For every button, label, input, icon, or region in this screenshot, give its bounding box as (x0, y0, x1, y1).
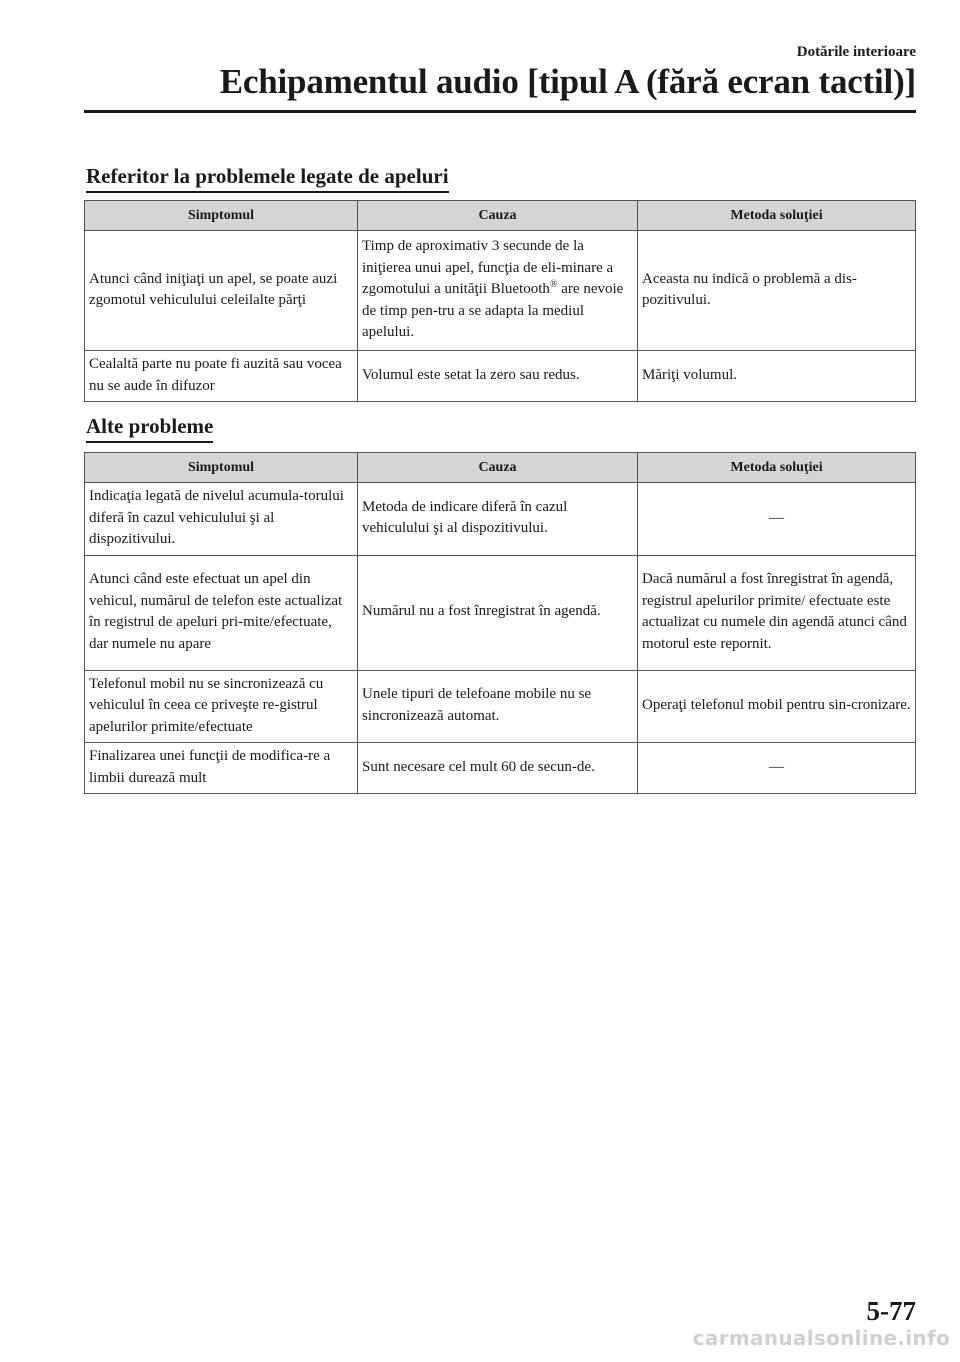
section-heading-other: Alte probleme (86, 414, 213, 443)
page-number: 5-77 (866, 1296, 916, 1326)
symptom-cell: Indicaţia legată de nivelul acumula-torului diferă în cazul vehiculului şi al dispozitivului. (85, 483, 358, 556)
table-row (85, 555, 916, 670)
cause-cell: Volumul este setat la zero sau redus. (358, 351, 638, 402)
solution-cell: — (638, 483, 916, 556)
solution-cell: Măriţi volumul. (638, 351, 916, 402)
column-header-solution: Metoda soluţiei (638, 201, 916, 231)
solution-cell: Dacă numărul a fost înregistrat în agendă, registrul apelurilor primite/ efectuate este actualizat cu numele din agendă atunci când motorul este repornit. (638, 555, 916, 670)
cause-text: Timp de aproximativ 3 secunde de la iniţierea unui apel, funcţia de eli-minare a zgomotului a unităţii Bluetooth (362, 238, 614, 298)
solution-cell: Operaţi telefonul mobil pentru sin-cronizare. (638, 670, 916, 743)
solution-cell: Aceasta nu indică o problemă a dis-pozitivului. (638, 231, 916, 351)
column-header-symptom: Simptomul (85, 453, 358, 483)
column-header-solution: Metoda soluţiei (638, 453, 916, 483)
cause-cell: Unele tipuri de telefoane mobile nu se sincronizează automat. (358, 670, 638, 743)
registered-mark: ® (549, 279, 558, 291)
symptom-cell: Finalizarea unei funcţii de modifica-re a limbii durează mult (85, 743, 358, 794)
cause-cell (358, 231, 638, 351)
solution-cell: — (638, 743, 916, 794)
column-header-symptom: Simptomul (85, 201, 358, 231)
section-heading-calls: Referitor la problemele legate de apeluri (86, 164, 449, 193)
table-row (85, 231, 916, 351)
table-row (85, 743, 916, 794)
header-rule (84, 110, 916, 113)
symptom-cell: Cealaltă parte nu poate fi auzită sau vocea nu se aude în difuzor (85, 351, 358, 402)
table-header-row (85, 453, 916, 483)
other-problems-table (84, 452, 916, 794)
table-row (85, 483, 916, 556)
cause-cell: Sunt necesare cel mult 60 de secun-de. (358, 743, 638, 794)
page-title: Echipamentul audio [tipul A (fără ecran tactil)] (219, 62, 916, 101)
column-header-cause: Cauza (358, 453, 638, 483)
table-header-row (85, 201, 916, 231)
watermark: carmanualsonline.info (692, 1326, 950, 1350)
symptom-cell: Atunci când este efectuat un apel din vehicul, numărul de telefon este actualizat în registrul de apeluri pri-mite/efectuate, dar numele nu apare (85, 555, 358, 670)
symptom-cell: Telefonul mobil nu se sincronizează cu vehiculul în ceea ce priveşte re-gistrul apelurilor primite/efectuate (85, 670, 358, 743)
symptom-cell: Atunci când iniţiaţi un apel, se poate auzi zgomotul vehiculului celeilalte părţi (85, 231, 358, 351)
column-header-cause: Cauza (358, 201, 638, 231)
cause-text-continued: are nevoie de timp pen-tru a se adapta la mediul apelului. (362, 281, 624, 341)
table-row (85, 351, 916, 402)
table-row (85, 670, 916, 743)
cause-cell: Metoda de indicare diferă în cazul vehiculului şi al dispozitivului. (358, 483, 638, 556)
cause-cell: Numărul nu a fost înregistrat în agendă. (358, 555, 638, 670)
chapter-title: Dotările interioare (796, 44, 916, 60)
call-problems-table (84, 200, 916, 402)
